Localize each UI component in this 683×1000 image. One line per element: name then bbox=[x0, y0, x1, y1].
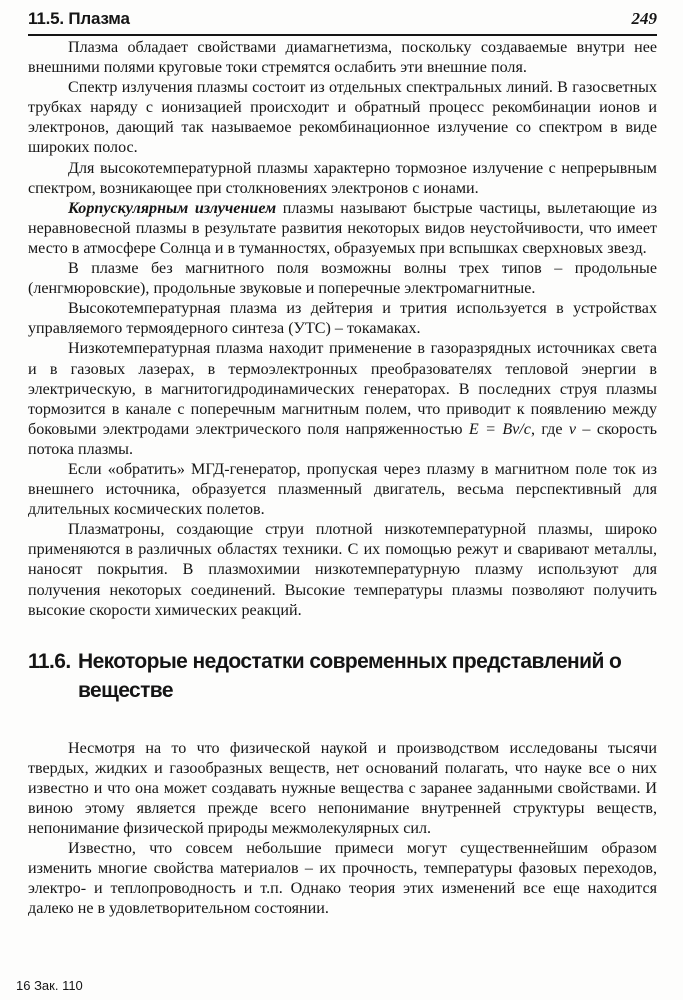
paragraph-unknown-structure: Несмотря на то что физической наукой и производством исследованы тысячи твердых, жидких и газообразных веществ, нет оснований полагать, что науке все о них известно и что она может создавать нужные вещества с заранее заданными свойствами. И виною этому является прежде всего непонимание внутренней структуры веществ, непонимание физической природы межмолекулярных сил. bbox=[28, 739, 657, 838]
printer-signature: 16 Зак. 110 bbox=[16, 978, 83, 993]
running-section-title: 11.5. Плазма bbox=[28, 9, 130, 28]
term-corpuscular-radiation: Корпускулярным излучением bbox=[68, 199, 277, 217]
lowtemp-text-after: – скорость потока плазмы. bbox=[28, 420, 658, 458]
paragraph-plasma-engine: Если «обратить» МГД-генератор, пропуская через плазму в магнитном поле ток из внешнего источника, образуется плазменный двигатель, весьма перспективный для длительных космических полетов. bbox=[28, 460, 657, 519]
paragraph-diamagnetism: Плазма обладает свойствами диамагнетизма, поскольку создаваемые внутри нее внешними полями круговые токи стремятся ослабить эти внешние поля. bbox=[28, 39, 657, 77]
section-number: 11.6. bbox=[28, 649, 71, 673]
paragraph-corpuscular-radiation bbox=[28, 199, 657, 259]
paragraph-tokamak: Высокотемпературная плазма из дейтерия и трития используется в устройствах управляемого термоядерного синтеза (УТС) – токамаках. bbox=[28, 300, 657, 338]
page-body bbox=[28, 38, 657, 920]
running-header bbox=[28, 8, 657, 36]
section-heading bbox=[28, 647, 657, 705]
paragraph-plasmatrons: Плазматроны, создающие струи плотной низкотемпературной плазмы, широко применяются в различных областях техники. С их помощью режут и сваривают металлы, наносят покрытия. В плазмохимии низкотемпературную плазму используют для получения некоторых соединений. Высокие температуры плазмы позволяют получить высокие скорости химических реакций. bbox=[28, 521, 657, 619]
section-title: Некоторые недостатки современных представлений о веществе bbox=[78, 649, 622, 702]
paragraph-plasma-waves: В плазме без магнитного поля возможны волны трех типов – продольные (ленгмюровские), продольные звуковые и поперечные электромагнитные. bbox=[28, 260, 657, 298]
lowtemp-text-mid: , где bbox=[530, 420, 569, 438]
paragraph-bremsstrahlung: Для высокотемпературной плазмы характерно тормозное излучение с непрерывным спектром, возникающее при столкновениях электронов с ионами. bbox=[28, 159, 657, 197]
paragraph-low-temperature-plasma bbox=[28, 339, 657, 460]
page-number: 249 bbox=[631, 9, 657, 28]
field-formula: E = Bv/c bbox=[468, 420, 531, 438]
velocity-variable: v bbox=[568, 420, 577, 438]
lowtemp-text-before: Низкотемпературная плазма находит применение в газоразрядных источниках света и в газовых лазерах, в термоэлектронных преобразователях тепловой энергии в электрическую, в магнитогидродинамических генераторах. В последних струя плазмы тормозится в канале с поперечным магнитным полем, что приводит к появлению между боковыми электродами электрического поля напряженностью bbox=[28, 340, 657, 438]
paragraph-emission-spectrum: Спектр излучения плазмы состоит из отдельных спектральных линий. В газосветных трубках наряду с ионизацией происходит и обратный процесс рекомбинации ионов и электронов, дающий так называемое рекомбинационное излучение со спектром в виде широких полос. bbox=[28, 79, 657, 157]
paragraph-impurities: Известно, что совсем небольшие примеси могут существеннейшим образом изменить многие свойства материалов – их прочность, температуры фазовых переходов, электро- и теплопроводность и т.п. Однако теория этих изменений все еще находится далеко не в удовлетворительном состоянии. bbox=[28, 840, 657, 918]
corpuscular-text: плазмы называют быстрые частицы, вылетающие из неравновесной плазмы в результате развития некоторых видов неустойчивости, что имеет место в атмосфере Солнца и в туманностях, образуемых при вспышках сверхновых звезд. bbox=[28, 199, 657, 257]
